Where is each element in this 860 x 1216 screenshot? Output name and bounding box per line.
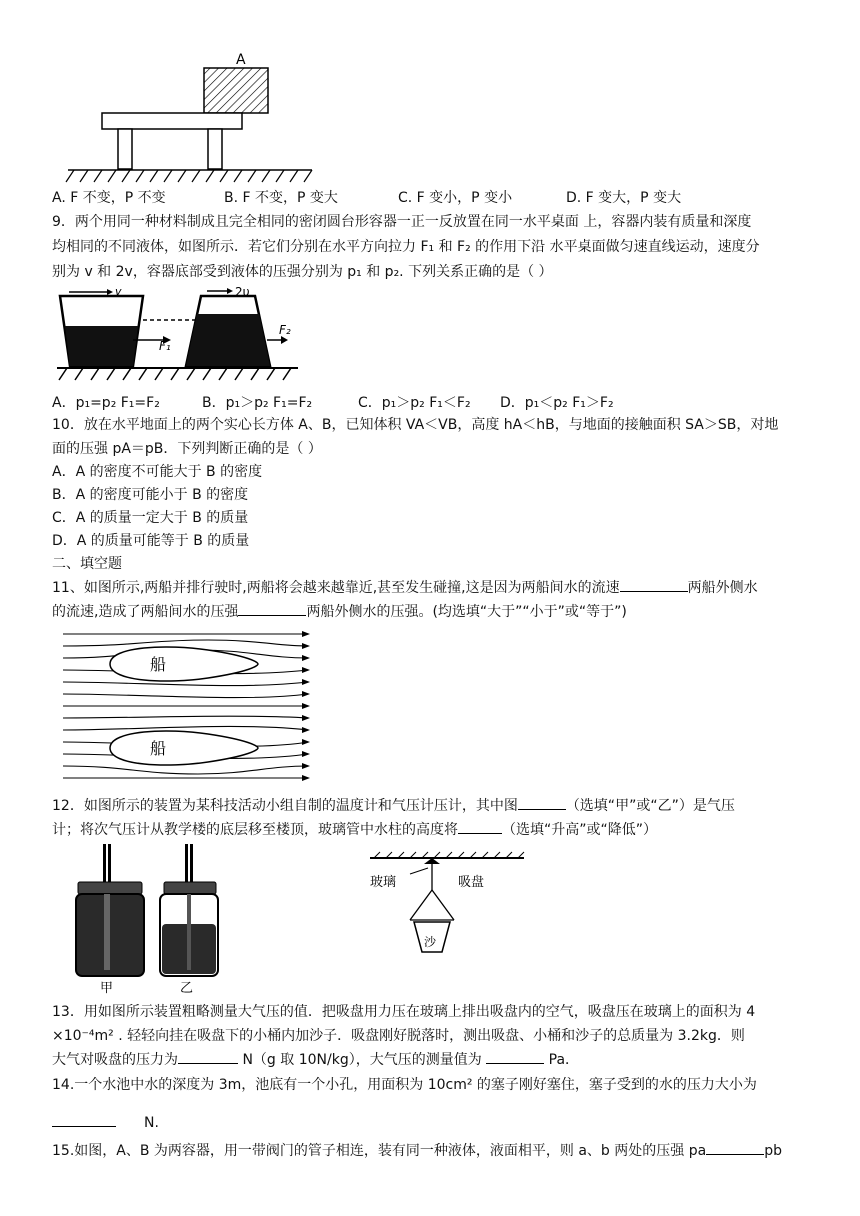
table-leg <box>118 129 132 169</box>
q10-option-a: A．A 的密度不可能大于 B 的密度 <box>52 464 263 480</box>
q12-line-2 <box>52 819 812 842</box>
label-sucker: 吸盘 <box>458 875 485 890</box>
answer-blank[interactable] <box>178 1049 238 1064</box>
q11-text-2: 两船外侧水 <box>687 580 758 596</box>
q15-line-1 <box>52 1140 812 1163</box>
label-f2: F₂ <box>279 323 291 337</box>
bottle-cap <box>78 882 142 894</box>
q13-line-1: 13．用如图所示装置粗略测量大气压的值．把吸盘用力压在玻璃上排出吸盘内的空气，吸盘压在玻璃上的面积为 4 <box>52 1004 756 1020</box>
q11-text-3: 的流速,造成了两船间水的压强 <box>52 604 239 620</box>
ground-hatch <box>59 368 291 380</box>
q9-line-2: 均相同的不同液体，如图所示．若它们分别在水平方向拉力 F₁ 和 F₂ 的作用下沿 水平桌面做匀速直线运动，速度分 <box>52 239 760 255</box>
option-d: D. F 变大，P 变大 <box>566 190 682 206</box>
label-sand: 沙 <box>424 935 437 949</box>
q13-line-2: ×10⁻⁴m² . 轻轻向挂在吸盘下的小桶内加沙子．吸盘刚好脱落时，测出吸盘、小桶和沙子的总质量为 3.2kg．则 <box>52 1028 745 1044</box>
q12-text-4: （选填“升高”或“降低”） <box>502 822 658 838</box>
bottle-cap <box>164 882 216 894</box>
figure-containers <box>55 284 300 390</box>
q13-line-3 <box>52 1049 812 1072</box>
table-top <box>102 113 242 129</box>
answer-blank[interactable] <box>706 1140 764 1155</box>
figure-boats-streamlines <box>58 628 318 788</box>
option-c: C．p₁＞p₂ F₁＜F₂ <box>358 395 471 411</box>
boat-lower <box>110 731 258 765</box>
table-leg <box>208 129 222 169</box>
answer-blank[interactable] <box>620 577 688 592</box>
label-a: A <box>236 52 246 68</box>
option-b: B. F 不变，P 变大 <box>224 190 338 206</box>
flow-arrows <box>302 631 310 781</box>
option-d: D．p₁＜p₂ F₁＞F₂ <box>500 395 614 411</box>
q10-option-b: B．A 的密度可能小于 B 的密度 <box>52 487 249 503</box>
label-f1: F₁ <box>159 339 171 353</box>
boat-label: 船 <box>150 655 167 674</box>
q14-text-2: N. <box>144 1115 159 1131</box>
answer-blank[interactable] <box>518 795 566 810</box>
answer-blank[interactable] <box>52 1112 116 1127</box>
figure-suction-cup <box>364 850 529 975</box>
q11-text-4: 两船外侧水的压强。(均选填“大于”“小于”或“等于”) <box>306 604 627 620</box>
answer-blank[interactable] <box>458 819 502 834</box>
q10-line-1: 10．放在水平地面上的两个实心长方体 A、B，已知体积 VA＜VB，高度 hA＜hB，与地面的接触面积 SA＞SB，对地 <box>52 417 779 433</box>
q15-text-2: pb <box>764 1143 782 1159</box>
option-a: A．p₁=p₂ F₁=F₂ <box>52 395 160 411</box>
block-a <box>204 68 268 113</box>
label-yi: 乙 <box>180 981 194 994</box>
q12-line-1 <box>52 795 812 818</box>
q11-line-2 <box>52 601 812 624</box>
q11-text-1: 11、如图所示,两船并排行驶时,两船将会越来越靠近,甚至发生碰撞,这是因为两船间水的流速 <box>52 580 620 596</box>
option-a: A. F 不变，P 不变 <box>52 190 166 206</box>
boat-label: 船 <box>150 739 167 758</box>
liquid-right <box>186 314 270 366</box>
q12-text-3: 计；将次气压计从教学楼的底层移至楼顶，玻璃管中水柱的高度将 <box>52 822 458 838</box>
q10-option-d: D．A 的质量可能等于 B 的质量 <box>52 533 250 549</box>
q13-text-2: N（g 取 10N/kg），大气压的测量值为 <box>242 1052 482 1068</box>
option-c: C. F 变小，P 变小 <box>398 190 513 206</box>
q11-line-1 <box>52 577 812 600</box>
q13-text-1: 大气对吸盘的压力为 <box>52 1052 178 1068</box>
q9-line-1: 9．两个用同一种材料制成且完全相同的密闭圆台形容器一正一反放置在同一水平桌面 上，容器内装有质量和深度 <box>52 214 752 230</box>
q10-line-2: 面的压强 pA＝pB．下列判断正确的是（ ） <box>52 441 322 457</box>
q10-option-c: C．A 的质量一定大于 B 的质量 <box>52 510 249 526</box>
liquid-left <box>65 326 138 366</box>
q12-text-2: （选填“甲”或“乙”）是气压 <box>565 798 735 814</box>
q9-line-3: 别为 v 和 2v，容器底部受到液体的压强分别为 p₁ 和 p₂. 下列关系正确的是（ ） <box>52 264 553 280</box>
label-2v: 2υ <box>235 285 250 299</box>
ground-hatch <box>66 170 312 182</box>
q14-line-1: 14.一个水池中水的深度为 3m，池底有一个小孔，用面积为 10cm² 的塞子刚好塞住，塞子受到的水的压力大小为 <box>52 1077 757 1093</box>
q14-line-2 <box>52 1112 812 1135</box>
answer-blank[interactable] <box>486 1049 544 1064</box>
option-b: B．p₁＞p₂ F₁=F₂ <box>202 395 313 411</box>
answer-blank[interactable] <box>238 601 306 616</box>
label-jia: 甲 <box>100 981 114 994</box>
label-v: v <box>115 285 122 298</box>
figure-bottles <box>72 842 220 994</box>
q12-text-1: 12．如图所示的装置为某科技活动小组自制的温度计和气压计压计，其中图 <box>52 798 518 814</box>
section-heading: 二、填空题 <box>52 556 122 572</box>
q13-text-3: Pa． <box>548 1052 580 1068</box>
figure-table-block <box>60 48 320 188</box>
q15-text-1: 15.如图，A、B 为两容器，用一带阀门的管子相连，装有同一种液体，液面相平，则 a、b 两处的压强 pa <box>52 1143 707 1159</box>
label-glass: 玻璃 <box>370 875 397 890</box>
